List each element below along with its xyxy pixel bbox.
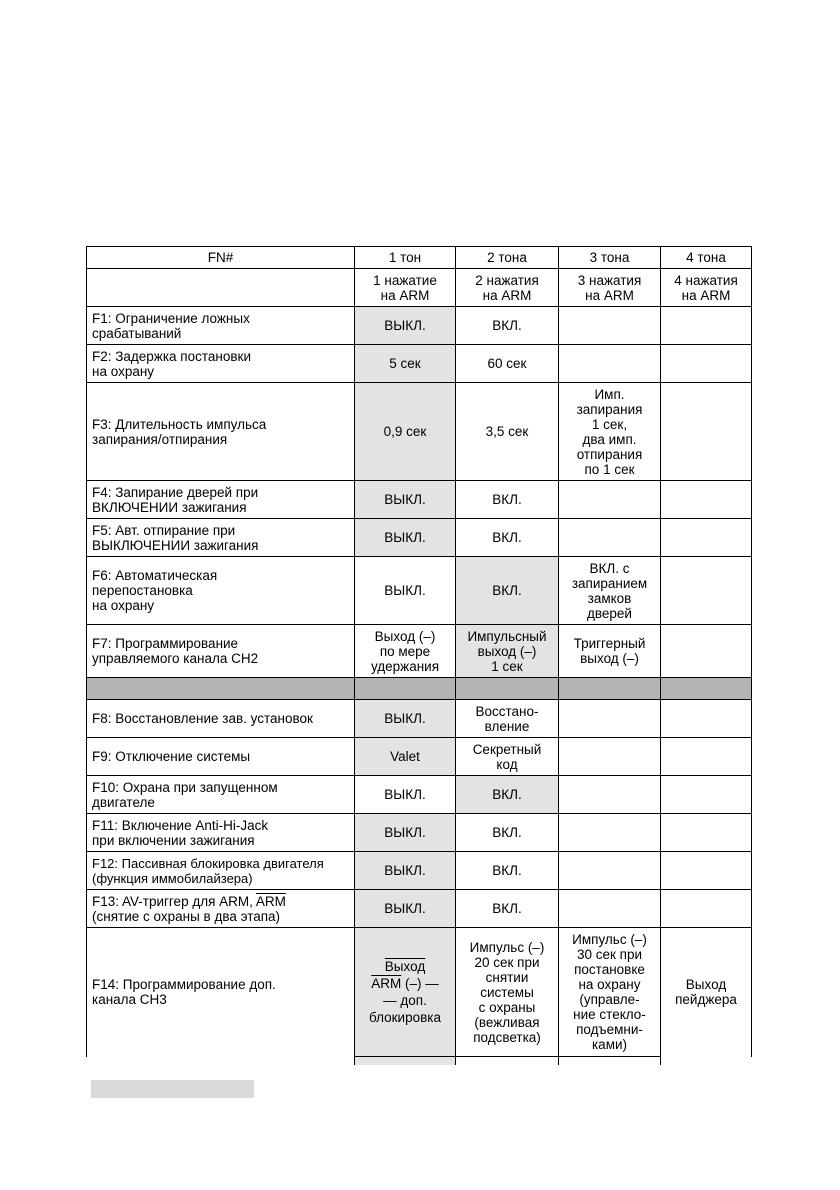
value-cell: 3,5 сек — [456, 383, 559, 481]
tail-cell — [661, 1057, 752, 1065]
value-cell: Имп. запирания 1 сек, два имп. отпирания по 1 сек — [559, 383, 661, 481]
value-cell: ВЫКЛ. — [355, 776, 456, 814]
value-cell — [661, 776, 752, 814]
table-row — [87, 700, 752, 738]
value-text-a: Выход — [384, 959, 426, 974]
value-cell: Импульс (–) 20 сек при снятии системы с охраны (вежливая подсветка) — [456, 928, 559, 1057]
function-name: F7: Программирование управляемого канала CH2 — [87, 625, 355, 678]
value-cell: ВКЛ. — [456, 852, 559, 890]
function-name: F11: Включение Anti-Hi-Jack при включении зажигания — [87, 814, 355, 852]
value-cell — [661, 852, 752, 890]
tail-cell — [355, 1057, 456, 1065]
table-row — [87, 776, 752, 814]
table-row — [87, 345, 752, 383]
subheader-2: 2 нажатия на ARM — [456, 269, 559, 307]
table-row — [87, 814, 752, 852]
value-cell: ВКЛ. — [456, 814, 559, 852]
divider-cell — [559, 678, 661, 700]
value-cell — [661, 557, 752, 625]
value-cell — [559, 738, 661, 776]
divider-cell — [661, 678, 752, 700]
header-4-tona: 4 тона — [661, 247, 752, 269]
value-cell: ВКЛ. — [456, 557, 559, 625]
value-cell: ВКЛ. — [456, 481, 559, 519]
programming-table — [86, 246, 752, 1065]
value-cell — [661, 700, 752, 738]
tail-cell — [87, 1057, 355, 1065]
value-cell — [559, 307, 661, 345]
header-1-ton: 1 тон — [355, 247, 456, 269]
function-name: F1: Ограничение ложных срабатываний — [87, 307, 355, 345]
value-cell: ВКЛ. — [456, 890, 559, 928]
divider-cell — [355, 678, 456, 700]
subheader-1: 1 нажатие на ARM — [355, 269, 456, 307]
table-row — [87, 928, 752, 1057]
value-text-c: (–) — — доп. блокировка — [368, 976, 441, 1025]
value-cell — [661, 345, 752, 383]
value-cell — [661, 814, 752, 852]
value-cell: ВЫКЛ. — [355, 814, 456, 852]
table-row — [87, 481, 752, 519]
value-cell: ВЫКЛ. — [355, 519, 456, 557]
value-cell — [559, 519, 661, 557]
value-cell — [559, 345, 661, 383]
value-cell: Выход (–) по мере удержания — [355, 625, 456, 678]
value-cell: Выход пейджера — [661, 928, 752, 1057]
section-divider-row — [87, 678, 752, 700]
value-cell — [559, 776, 661, 814]
value-cell: ВКЛ. — [456, 519, 559, 557]
value-cell — [355, 928, 456, 1057]
value-cell — [661, 890, 752, 928]
value-cell — [559, 814, 661, 852]
value-cell: Импульсный выход (–) 1 сек — [456, 625, 559, 678]
subheader-3: 3 нажатия на ARM — [559, 269, 661, 307]
function-name: F4: Запирание дверей при ВКЛЮЧЕНИИ зажигания — [87, 481, 355, 519]
subheader-4: 4 нажатия на ARM — [661, 269, 752, 307]
fn-text-a: F13: AV-триггер для ARM, — [92, 893, 256, 909]
table-tail-row — [87, 1057, 752, 1065]
tail-cell — [456, 1057, 559, 1065]
table-row — [87, 625, 752, 678]
value-cell: ВКЛ. — [456, 776, 559, 814]
divider-cell — [87, 678, 355, 700]
value-cell: ВКЛ. с запиранием замков дверей — [559, 557, 661, 625]
value-cell: ВЫКЛ. — [355, 700, 456, 738]
function-name: F2: Задержка постановки на охрану — [87, 345, 355, 383]
table-row — [87, 519, 752, 557]
value-cell: ВЫКЛ. — [355, 481, 456, 519]
value-cell: Импульс (–) 30 сек при постановке на охрану (управле- ние стекло- подъемни- ками) — [559, 928, 661, 1057]
table-header-row — [87, 247, 752, 269]
arm-overline: $\overline{ARM}$ — [371, 976, 402, 991]
value-cell — [661, 307, 752, 345]
value-cell: 5 сек — [355, 345, 456, 383]
table-row — [87, 890, 752, 928]
value-cell — [661, 738, 752, 776]
value-cell — [559, 890, 661, 928]
value-cell — [661, 625, 752, 678]
function-name: F9: Отключение системы — [87, 738, 355, 776]
function-name: F14: Программирование доп. канала CH3 — [87, 928, 355, 1057]
value-cell: ВКЛ. — [456, 307, 559, 345]
value-cell — [661, 383, 752, 481]
value-cell — [559, 481, 661, 519]
function-name: F12: Пассивная блокировка двигателя (функция иммобилайзера) — [87, 852, 355, 890]
header-fn: FN# — [87, 247, 355, 269]
value-cell — [559, 700, 661, 738]
function-name: F10: Охрана при запущенном двигателе — [87, 776, 355, 814]
table-row — [87, 307, 752, 345]
table-row — [87, 738, 752, 776]
table-row — [87, 383, 752, 481]
header-3-tona: 3 тона — [559, 247, 661, 269]
arm-overline: $\overline{ARM}$ — [255, 893, 286, 909]
value-cell — [661, 481, 752, 519]
function-name — [87, 890, 355, 928]
value-cell: Триггерный выход (–) — [559, 625, 661, 678]
value-cell — [661, 519, 752, 557]
value-cell: 60 сек — [456, 345, 559, 383]
tail-cell — [559, 1057, 661, 1065]
value-cell: Восстано- вление — [456, 700, 559, 738]
value-cell: Секретный код — [456, 738, 559, 776]
value-cell: ВЫКЛ. — [355, 307, 456, 345]
value-cell: ВЫКЛ. — [355, 890, 456, 928]
value-cell: ВЫКЛ. — [355, 557, 456, 625]
function-name: F8: Восстановление зав. установок — [87, 700, 355, 738]
fn-text-c: (снятие с охраны в два этапа) — [92, 908, 281, 924]
subheader-empty — [87, 269, 355, 307]
divider-cell — [456, 678, 559, 700]
header-2-tona: 2 тона — [456, 247, 559, 269]
table-row — [87, 557, 752, 625]
function-name: F5: Авт. отпирание при ВЫКЛЮЧЕНИИ зажигания — [87, 519, 355, 557]
footer-bar — [91, 1080, 254, 1098]
value-cell: 0,9 сек — [355, 383, 456, 481]
value-cell: ВЫКЛ. — [355, 852, 456, 890]
function-name: F6: Автоматическая перепостановка на охрану — [87, 557, 355, 625]
value-cell — [559, 852, 661, 890]
value-cell: Valet — [355, 738, 456, 776]
table-row — [87, 852, 752, 890]
table-subheader-row — [87, 269, 752, 307]
function-name: F3: Длительность импульса запирания/отпирания — [87, 383, 355, 481]
